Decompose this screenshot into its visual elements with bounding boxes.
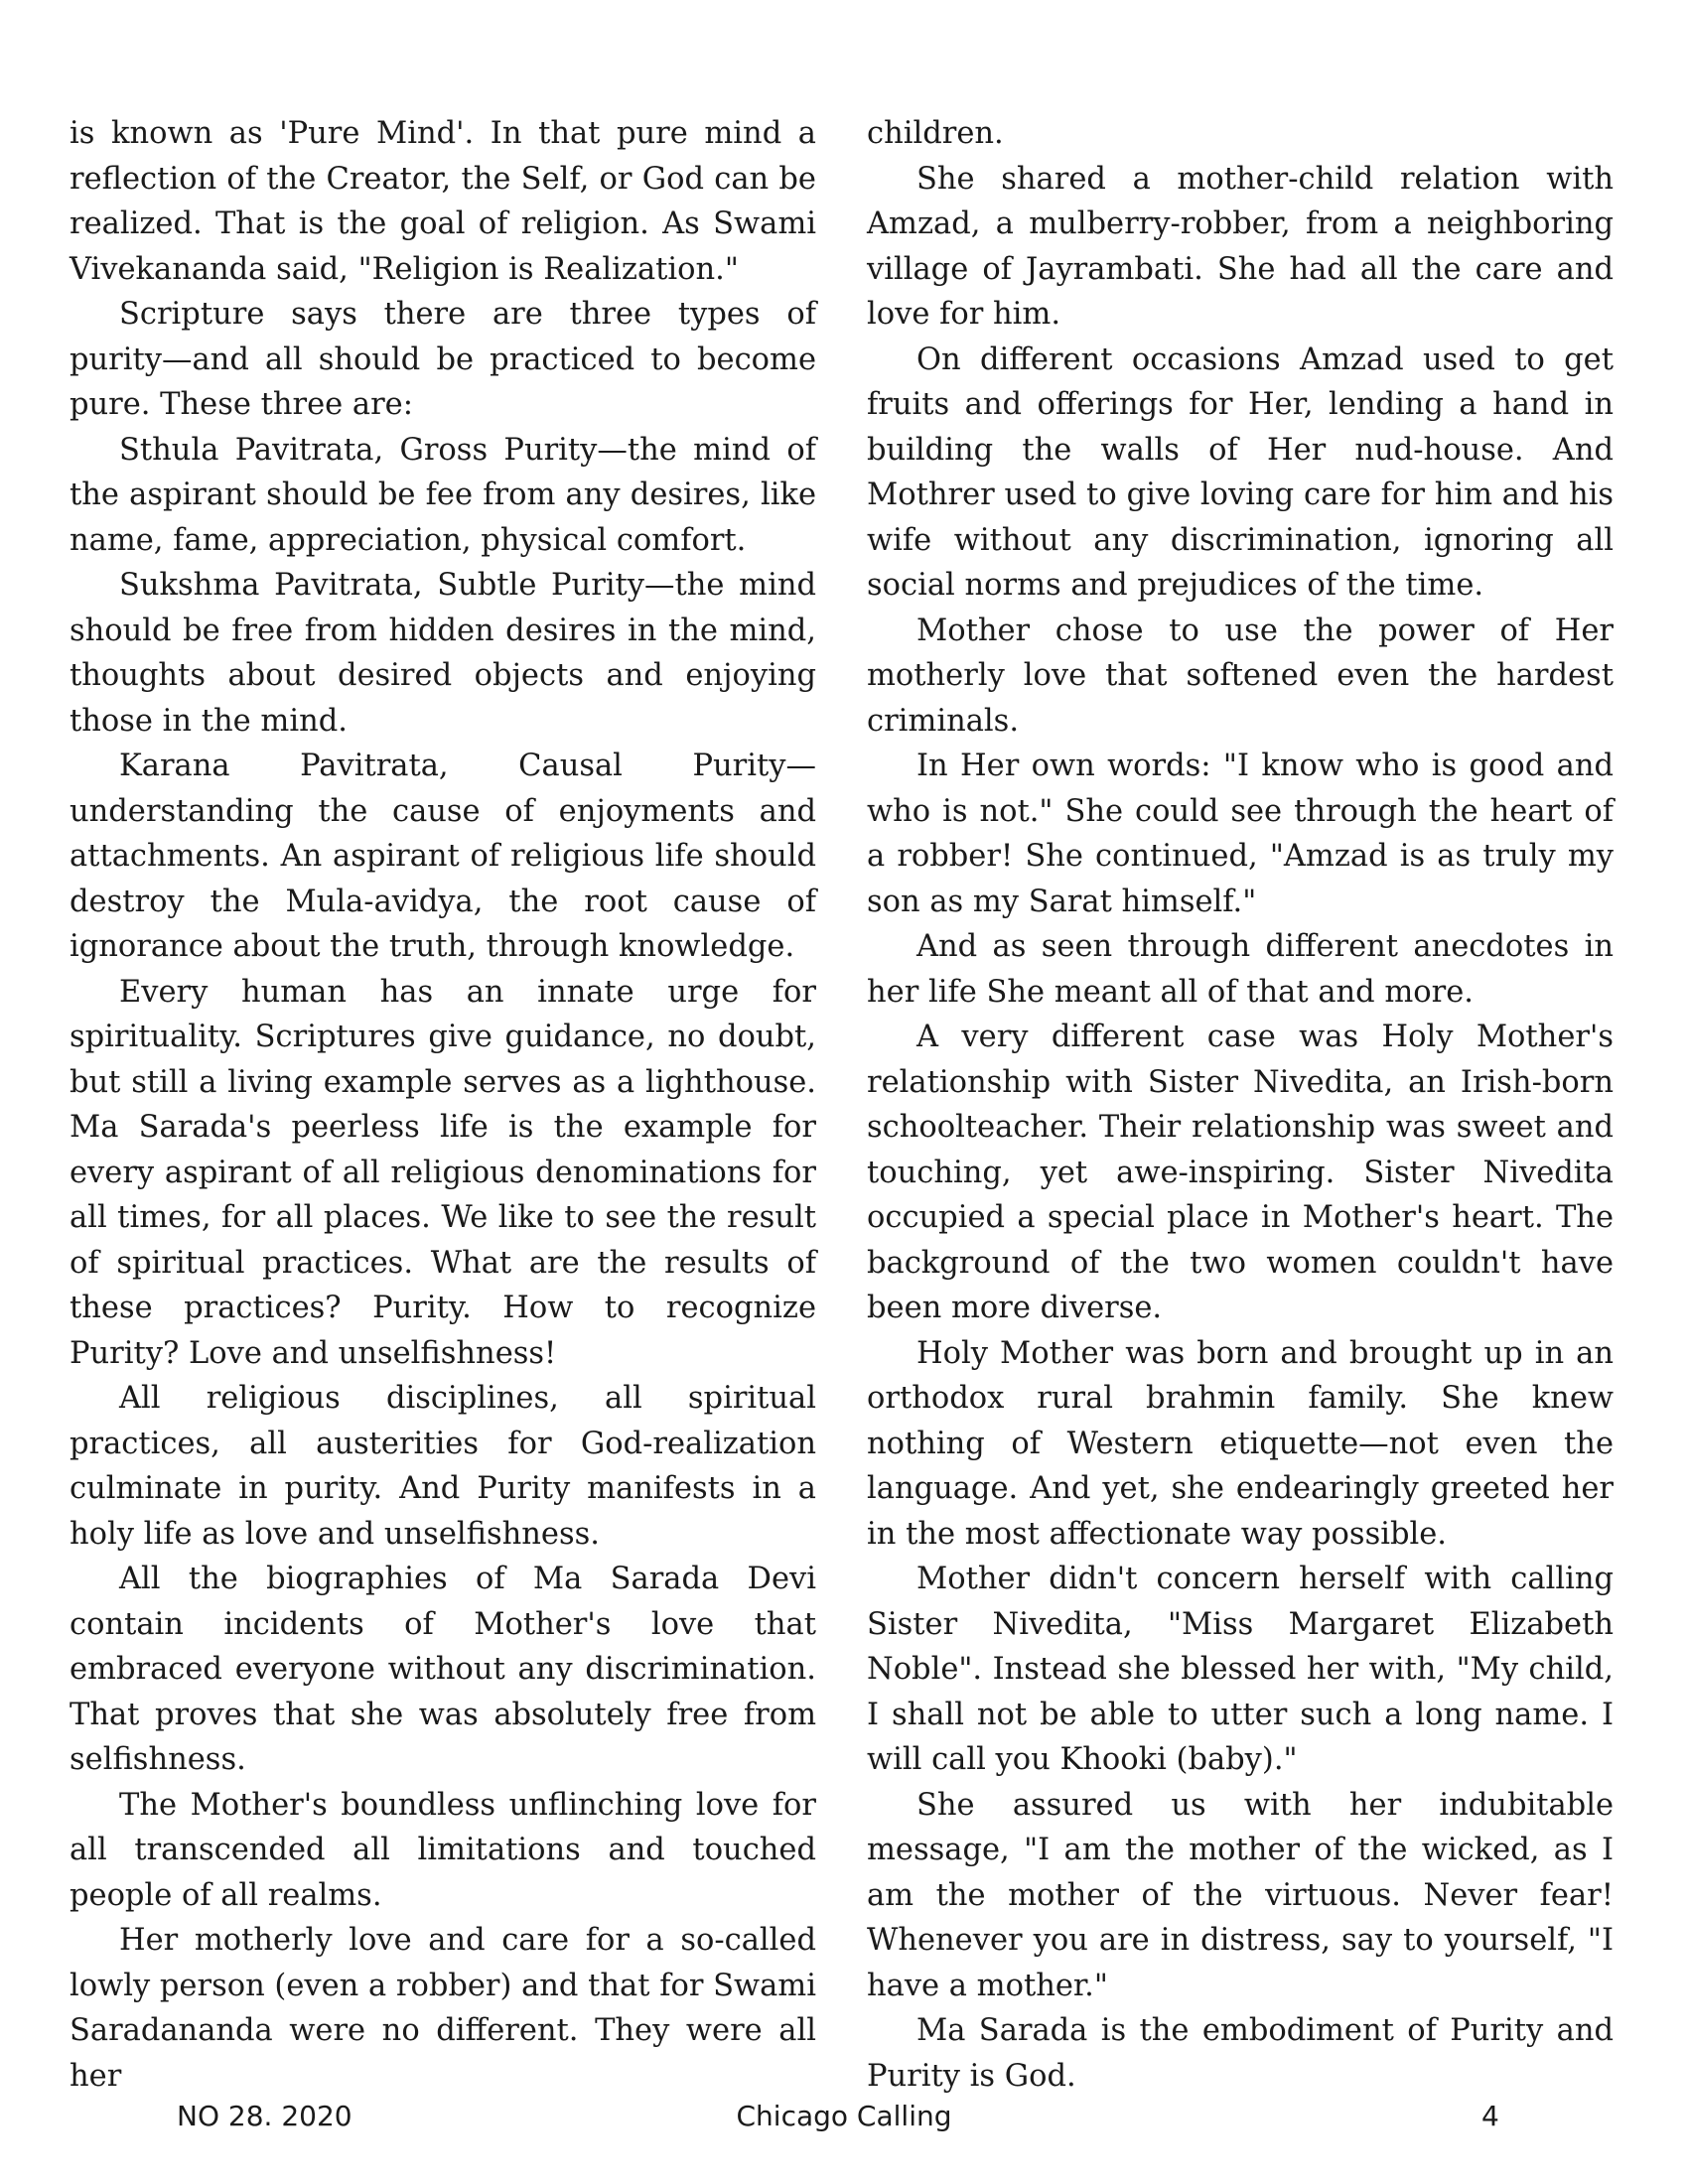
paragraph: Ma Sarada is the embodiment of Purity and Purity is God. — [867, 2013, 1614, 2094]
paragraph: And as seen through different anecdotes in her life She meant all of that and more. — [867, 929, 1614, 1010]
paragraph: All religious disciplines, all spiritual practices, all austerities for God-realization culminate in purity. And Purity manifests in a holy life as love and unselfishness. — [70, 1381, 816, 1552]
footer-publication: Chicago Calling — [736, 2100, 952, 2132]
left-text-column — [70, 111, 816, 2099]
paragraph: Scripture says there are three types of purity—and all should be practiced to become pure. These three are: — [70, 297, 816, 422]
paragraph: She assured us with her indubitable message, "I am the mother of the wicked, as I am the mother of the virtuous. Never fear! Whenever you are in distress, say to yourself, "I have a mother." — [867, 1787, 1614, 2003]
footer-page-number: 4 — [1481, 2100, 1499, 2132]
paragraph: Karana Pavitrata, Causal Purity—understanding the cause of enjoyments and attachments. An aspirant of religious life should destroy the Mula-avidya, the root cause of ignorance about the truth, through knowledge. — [70, 749, 816, 964]
paragraph: She shared a mother-child relation with Amzad, a mulberry-robber, from a neighboring village of Jayrambati. She had all the care and love for him. — [867, 161, 1614, 332]
paragraph: children. — [867, 116, 1004, 151]
paragraph: Sthula Pavitrata, Gross Purity—the mind of the aspirant should be fee from any desires, like name, fame, appreciation, physical comfort. — [70, 432, 816, 558]
paragraph: Her motherly love and care for a so-called lowly person (even a robber) and that for Swami Saradananda were no different. They were all her — [70, 1923, 816, 2094]
paragraph: Mother chose to use the power of Her motherly love that softened even the hardest criminals. — [867, 613, 1614, 739]
right-text-column — [867, 111, 1614, 2099]
paragraph: All the biographies of Ma Sarada Devi contain incidents of Mother's love that embraced everyone without any discrimination. That proves that she was absolutely free from selfishness. — [70, 1562, 816, 1777]
paragraph: A very different case was Holy Mother's relationship with Sister Nivedita, an Irish-born schoolteacher. Their relationship was sweet and touching, yet awe-inspiring. Sister Nivedita occupied a special place in Mother's heart. The background of the two women couldn't have been more diverse. — [867, 1020, 1614, 1325]
footer-issue: NO 28. 2020 — [177, 2100, 352, 2132]
paragraph: is known as 'Pure Mind'. In that pure mind a reflection of the Creator, the Self, or God can be realized. That is the goal of religion. As Swami Vivekananda said, "Religion is Realization." — [70, 116, 816, 287]
paragraph: The Mother's boundless unflinching love for all transcended all limitations and touched people of all realms. — [70, 1787, 816, 1913]
paragraph: Mother didn't concern herself with calling Sister Nivedita, "Miss Margaret Elizabeth Noble". Instead she blessed her with, "My child, I shall not be able to utter such a long name. I will call you Khooki (baby)." — [867, 1562, 1614, 1777]
paragraph: On different occasions Amzad used to get fruits and offerings for Her, lending a hand in building the walls of Her nud-house. And Mothrer used to give loving care for him and his wife without any discrimination, ignoring all social norms and prejudices of the time. — [867, 341, 1614, 603]
paragraph: Every human has an innate urge for spirituality. Scriptures give guidance, no doubt, but still a living example serves as a lighthouse. Ma Sarada's peerless life is the example for every aspirant of all religious denominations for all times, for all places. We like to see the result of spiritual practices. What are the results of these practices? Purity. How to recognize Purity? Love and unselfishness! — [70, 974, 816, 1371]
page-footer — [0, 2100, 1688, 2139]
paragraph: Sukshma Pavitrata, Subtle Purity—the mind should be free from hidden desires in the mind, thoughts about desired objects and enjoying those in the mind. — [70, 568, 816, 739]
paragraph: Holy Mother was born and brought up in an orthodox rural brahmin family. She knew nothing of Western etiquette—not even the language. And yet, she endearingly greeted her in the most affectionate way possible. — [867, 1335, 1614, 1552]
paragraph: In Her own words: "I know who is good and who is not." She could see through the heart of a robber! She continued, "Amzad is as truly my son as my Sarat himself." — [867, 749, 1614, 919]
